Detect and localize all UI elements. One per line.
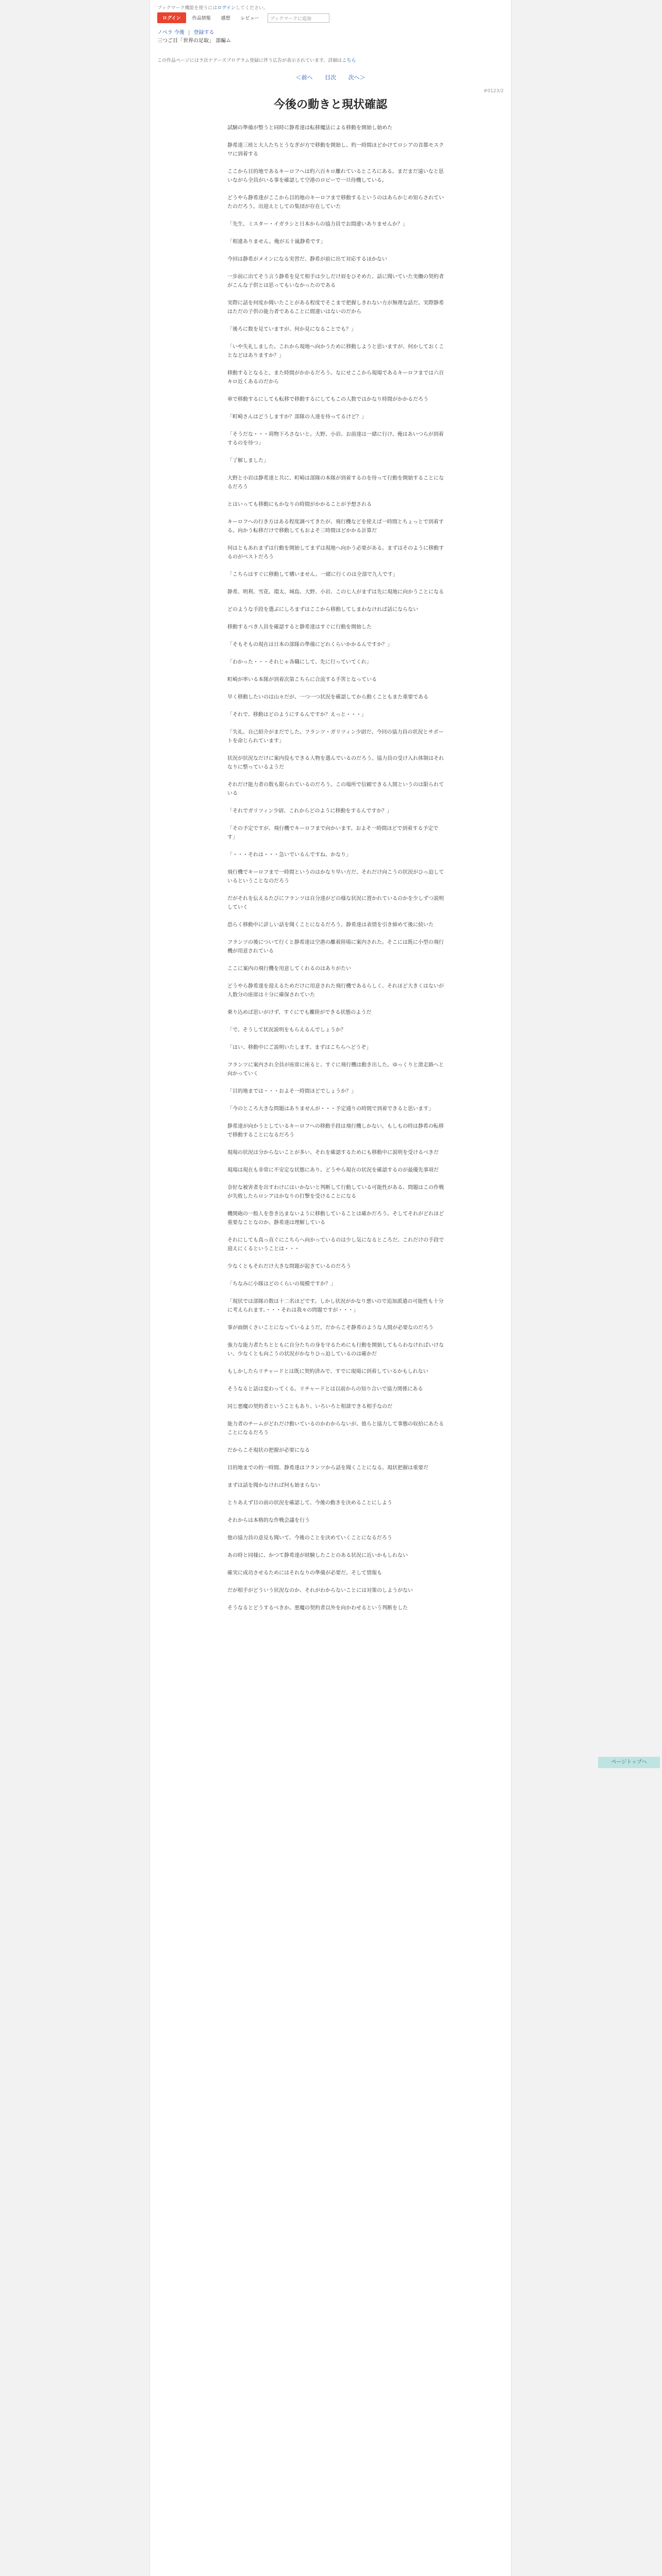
body-paragraph: 実際に話を何度か聞いたことがある程度でそこまで把握しきれない方が無理な話だ。実際静希はただの子供の能力者であることに間違いはないのだから	[227, 300, 444, 315]
body-paragraph: 何はともあれまずは行動を開始してまずは現地へ向かう必要がある。まずはそのように移動するのがベストだろう	[227, 546, 444, 560]
body-paragraph: 静希達が向かうとしているキーロフへの移動手段は飛行機しかない。もしもの時は静希の転移で移動することになるだろう	[227, 1124, 444, 1138]
body-paragraph: 能力者のチームがどれだけ動いているのかわからないが、彼らと協力して事態の収拾にあたることになるだろう	[227, 1421, 444, 1436]
body-paragraph: 「後ろに数を見ていますが、何か見になることでも？」	[227, 327, 356, 332]
body-paragraph: そうなると話は変わってくる。リチャードとは以前からの知り合いで協力関係にある	[227, 1386, 423, 1392]
body-paragraph: フランツに案内され全員が座席に座ると、すぐに飛行機は動き出した。ゆっくりと滑走路へと向かっていく	[227, 1062, 444, 1077]
body-paragraph: 「今のところ大きな問題はありませんが・・・予定通りの時間で到着できると思います」	[227, 1106, 434, 1112]
body-paragraph: 移動するべき人員を確認すると静希達はすぐに行動を開始した	[227, 624, 372, 630]
index-link[interactable]: 目次	[325, 74, 336, 81]
body-paragraph: とはいっても移動にもかなりの時間がかかることが予想される	[227, 502, 372, 507]
ad-detail-link[interactable]: こちら	[342, 58, 356, 63]
body-paragraph: 静希達三班と大人たちとうなぎが方で移動を開始し、約一時間ほどかけてロシアの首都モスクワに到着する	[227, 143, 444, 157]
prev-chapter-link[interactable]: ＜前へ	[295, 74, 313, 81]
body-paragraph: 奈好な被害者を出すわけにはいかないと判断して行動している可能性がある、問題はこの作戦が失敗したらロシアはかなりの打撃を受けることになる	[227, 1185, 444, 1199]
body-paragraph: だが相手がどういう状況なのか、それがわからないことには対策のしようがない	[227, 1588, 413, 1594]
tab-reviews[interactable]: レビュー	[240, 16, 259, 21]
tab-impressions[interactable]: 感想	[221, 16, 230, 21]
chapter-pager	[150, 73, 511, 81]
body-paragraph: 「わかった・・・それじゃ各職にして、先に行っていてくれ」	[227, 659, 372, 665]
register-link[interactable]: 登録する	[193, 30, 214, 36]
body-paragraph: あの時と同様に、かつて静希達が経験したことのある状況に近いかもしれない	[227, 1553, 408, 1558]
body-paragraph: 「失礼、自己紹介がまだでした。フランツ・ガリツィン少尉だ、今回の協力員の状況とサポートを命じられています」	[227, 730, 444, 744]
body-paragraph: そうなるとどうするべきか。悪魔の契約者以外を向かわせるという判断をした	[227, 1605, 408, 1611]
body-paragraph: 同じ悪魔の契約者ということもあり、いろいろと相談できる相手なのだ	[227, 1404, 392, 1410]
body-paragraph: フランツの後について行くと静希達は空港の離着陸場に案内された。そこには既に小型の飛行機が用意されている	[227, 940, 444, 954]
body-paragraph: 早く移動したいのは山々だが、一つ一つ状況を確認してから動くこともまた重要である	[227, 694, 428, 700]
chapter-title: 今後の動きと現状確認	[273, 98, 387, 111]
ad-notice: この作品ページにはラ次ナアーズブログラム登録に伴う広告が表示されています。詳細はこちら	[157, 58, 356, 63]
body-paragraph: どうやら静希達を迎えるためだけに用意された飛行機であるらしく、それほど大きくはないが人数分の座席は十分に確保されていた	[227, 984, 444, 998]
body-paragraph: 状況が状況なだけに案内役もできる人物を選んでいるのだろう。協力員の受け入れ体制はそれなりに整っているようだ	[227, 756, 444, 770]
body-paragraph: 「はい、移動中にご説明いたします。まずはこちらへどうぞ」	[227, 1045, 372, 1050]
body-paragraph: それだけ能力者の数も限られているのだろう。この場所で信頼できる人間というのは限られている	[227, 782, 444, 796]
chapter-body	[227, 124, 444, 1621]
body-paragraph: 静希、明利、雪花、環太、城島、大野、小岩、この七人がまずは先に現地に向かうことになる	[227, 589, 444, 595]
body-paragraph: もしかしたらリチャードとは既に契約済みで、すでに現場に到着しているかもしれない	[227, 1369, 428, 1375]
body-paragraph: 「そもそもの現在は日本の部隊の準備にどれくらいかかるんですか？」	[227, 642, 392, 648]
body-paragraph: 「それでガリツィン少尉、これからどのように移動をするんですか？」	[227, 808, 392, 814]
body-paragraph: 「ちなみに小隊はどのくらいの規模ですか？」	[227, 1281, 336, 1287]
body-paragraph: 事が面倒くさいことになっているようだ。だからこそ静希のような人間が必要なのだろう	[227, 1325, 434, 1331]
body-paragraph: 現場は現在も非常に不安定な状態にあり、どうやら現在の状況を確認するのが最優先事項だ	[227, 1167, 439, 1173]
body-paragraph: 「いや失礼しました。これから現地へ向かうために移動しようと思いますが、何かしておくことなどはありますか？」	[227, 344, 444, 359]
body-paragraph: 機関砲の一般人を巻き込まないように移動していることは確かだろう。そしてそれがどれほど重要なことなのか、静希達は理解している	[227, 1211, 444, 1226]
page-container	[150, 0, 511, 2576]
body-paragraph: 確実に成功させるためにはそれなりの準備が必要だ。そして情報も	[227, 1570, 382, 1576]
series-link[interactable]: ノベラ 今後	[157, 30, 185, 36]
toolbar	[157, 12, 329, 23]
body-paragraph: 「了解しました」	[227, 458, 269, 464]
body-paragraph: 恐らく移動中に詳しい話を聞くことになるだろう。静希達は表情を引き締めて後に続いた	[227, 922, 434, 928]
login-link[interactable]: ログイン	[217, 6, 236, 11]
body-paragraph: どのような手段を選ぶにしろまずはここから移動してしまわなければ話にならない	[227, 607, 418, 613]
body-paragraph: 強力な能力者たちとともに自分たちの身を守るためにも行動を開始してもらわなければいけない、少なくとも向こうの状況がかなりひっ迫しているのは確かだ	[227, 1343, 444, 1357]
body-paragraph: キーロフへの行き方はある程度調べてきたが、飛行機などを使えば一時間とちょっとで到着する。向かう転移だけで移動してもおよそ三時間ほどかかる計算だ	[227, 519, 444, 534]
body-paragraph: 「現状では部隊の数は十二名ほどです。しかし状況がかなり悪いので追加派遣の可能性も十分に考えられます。・・・それは我々の問題ですが・・・」	[227, 1299, 444, 1313]
body-paragraph: 「それで、移動はどのようにするんですか？えっと・・・」	[227, 712, 367, 718]
body-paragraph: 目的地までの約一時間、静希達はフランツから話を聞くことになる。現状把握は重要だ	[227, 1465, 428, 1471]
body-paragraph: 「・・・それは・・・急いでいるんですね、かなり」	[227, 852, 351, 858]
body-paragraph: 「こちらはすぐに移動して構いません。一緒に行くのは全部で九人です」	[227, 572, 398, 578]
body-paragraph: 少なくともそれだけ大きな問題が起きているのだろう	[227, 1264, 351, 1269]
next-chapter-link[interactable]: 次へ＞	[348, 74, 366, 81]
chapter-number: #0123/2	[483, 89, 504, 94]
body-paragraph: 大野と小岩は静希達と共に、町崎は部隊の本隊が到着するのを待って行動を開始することになるだろう	[227, 476, 444, 490]
body-paragraph: 「で、そうして状況説明をもらえるんでしょうか？	[227, 1027, 346, 1033]
body-paragraph: 町崎が率いる本隊が到着次第こちらに合流する手筈となっている	[227, 677, 377, 683]
body-paragraph: 「先生、ミスター・イガラシと日本からの協力員でお間違いありませんか？」	[227, 222, 408, 227]
body-paragraph: 試験の準備が整うと同時に静希達は転移魔法による移動を開始し始めた	[227, 125, 392, 131]
login-button[interactable]: ログイン	[157, 12, 186, 23]
body-paragraph: どうやら静希達がここから目的地のキーロフまで移動するというのはあらかじめ知らされていたのだろう。出迎えとしての集団が存在していた	[227, 195, 444, 210]
body-paragraph: 現場の状況は分からないことが多い、それを確認するためにも移動中に説明を受けるべきだ	[227, 1150, 439, 1156]
body-paragraph: ここから目的地であるキーロフへは約六百キロ離れているところにある。まだまだ遠いなと思いながら全員がいる事を確認して空港のロビーで一旦待機している。	[227, 169, 444, 183]
body-paragraph: 乗り込めば思いがけず、すぐにでも離陸ができる状態のようだ	[227, 1010, 372, 1015]
body-paragraph: 「目的地までは・・・およそ一時間ほどでしょうか？」	[227, 1089, 356, 1094]
tab-novel-info[interactable]: 作品情報	[192, 16, 211, 21]
body-paragraph: 車で移動するにしても転移で移動するにしてもこの人数ではかなり時間がかかるだろう	[227, 397, 428, 402]
body-paragraph: 「そうだな・・・荷物下ろさないと。大野、小岩、お前達は一緒に行け、俺はあいつらが到着するのを待つ」	[227, 432, 444, 446]
body-paragraph: だがそれを伝えるたびにフランツは自分達がどの様な状況に置かれているのかを少しずつ説明していく	[227, 896, 444, 910]
bookmark-notice: ブックマーク機能を使うにはログインしてください。	[157, 6, 268, 11]
body-paragraph: ここに案内の飛行機を用意してくれるのはありがたい	[227, 966, 351, 972]
novel-info: ノベラ 今後 | 登録する 三つご目「世界の足取」 部編ム	[157, 29, 231, 45]
body-paragraph: 他の協力員の意見も聞いて、今後のことを決めていくことになるだろう	[227, 1535, 392, 1541]
body-paragraph: 今回は静希がメインになる実習だ、静希が前に出て対応するほかない	[227, 257, 387, 262]
body-paragraph: それにしても真っ直ぐにこちらへ向かっているのは少し気になるところだ。これだけの手段で迎えにくるということは・・・	[227, 1238, 444, 1252]
body-paragraph: 移動するとなると、また時間がかかるだろう。なにせここから現場であるキーロフまでは六百キロ近くあるのだから	[227, 370, 444, 385]
body-paragraph: 「相違ありません。俺が五十嵐静希です」	[227, 239, 326, 245]
body-paragraph: だからこそ現状の把握が必要になる	[227, 1448, 310, 1453]
bookmark-add-field[interactable]: ブックマークに追加	[268, 13, 329, 23]
body-paragraph: 「その予定ですが、飛行機でキーロフまで向かいます。およそ一時間ほどで到着する予定です」	[227, 826, 439, 840]
author-label: 三つご目「世界の足取」 部編ム	[157, 38, 231, 44]
body-paragraph: それからは本格的な作戦会議を行う	[227, 1518, 310, 1523]
body-paragraph: まずは話を聞かなければ何も始まらない	[227, 1483, 320, 1488]
body-paragraph: 一歩前に出てそう言う静希を見て相手は少しだけ眉をひそめた、話に聞いていた実働の契約者がこんな子供とは思ってもいなかったのである	[227, 274, 444, 289]
body-paragraph: 飛行機でキーロフまで一時間というのはかなり早い方だ、それだけ向こうの状況がひっ迫しているということなのだろう	[227, 870, 444, 884]
body-paragraph: 「町崎さんはどうしますか？部隊の人達を待ってるけど？」	[227, 414, 367, 420]
page-top-button[interactable]: ページトップへ	[598, 1757, 660, 1768]
body-paragraph: とりあえず目の前の状況を確認して、今後の動きを決めることにしよう	[227, 1500, 392, 1506]
